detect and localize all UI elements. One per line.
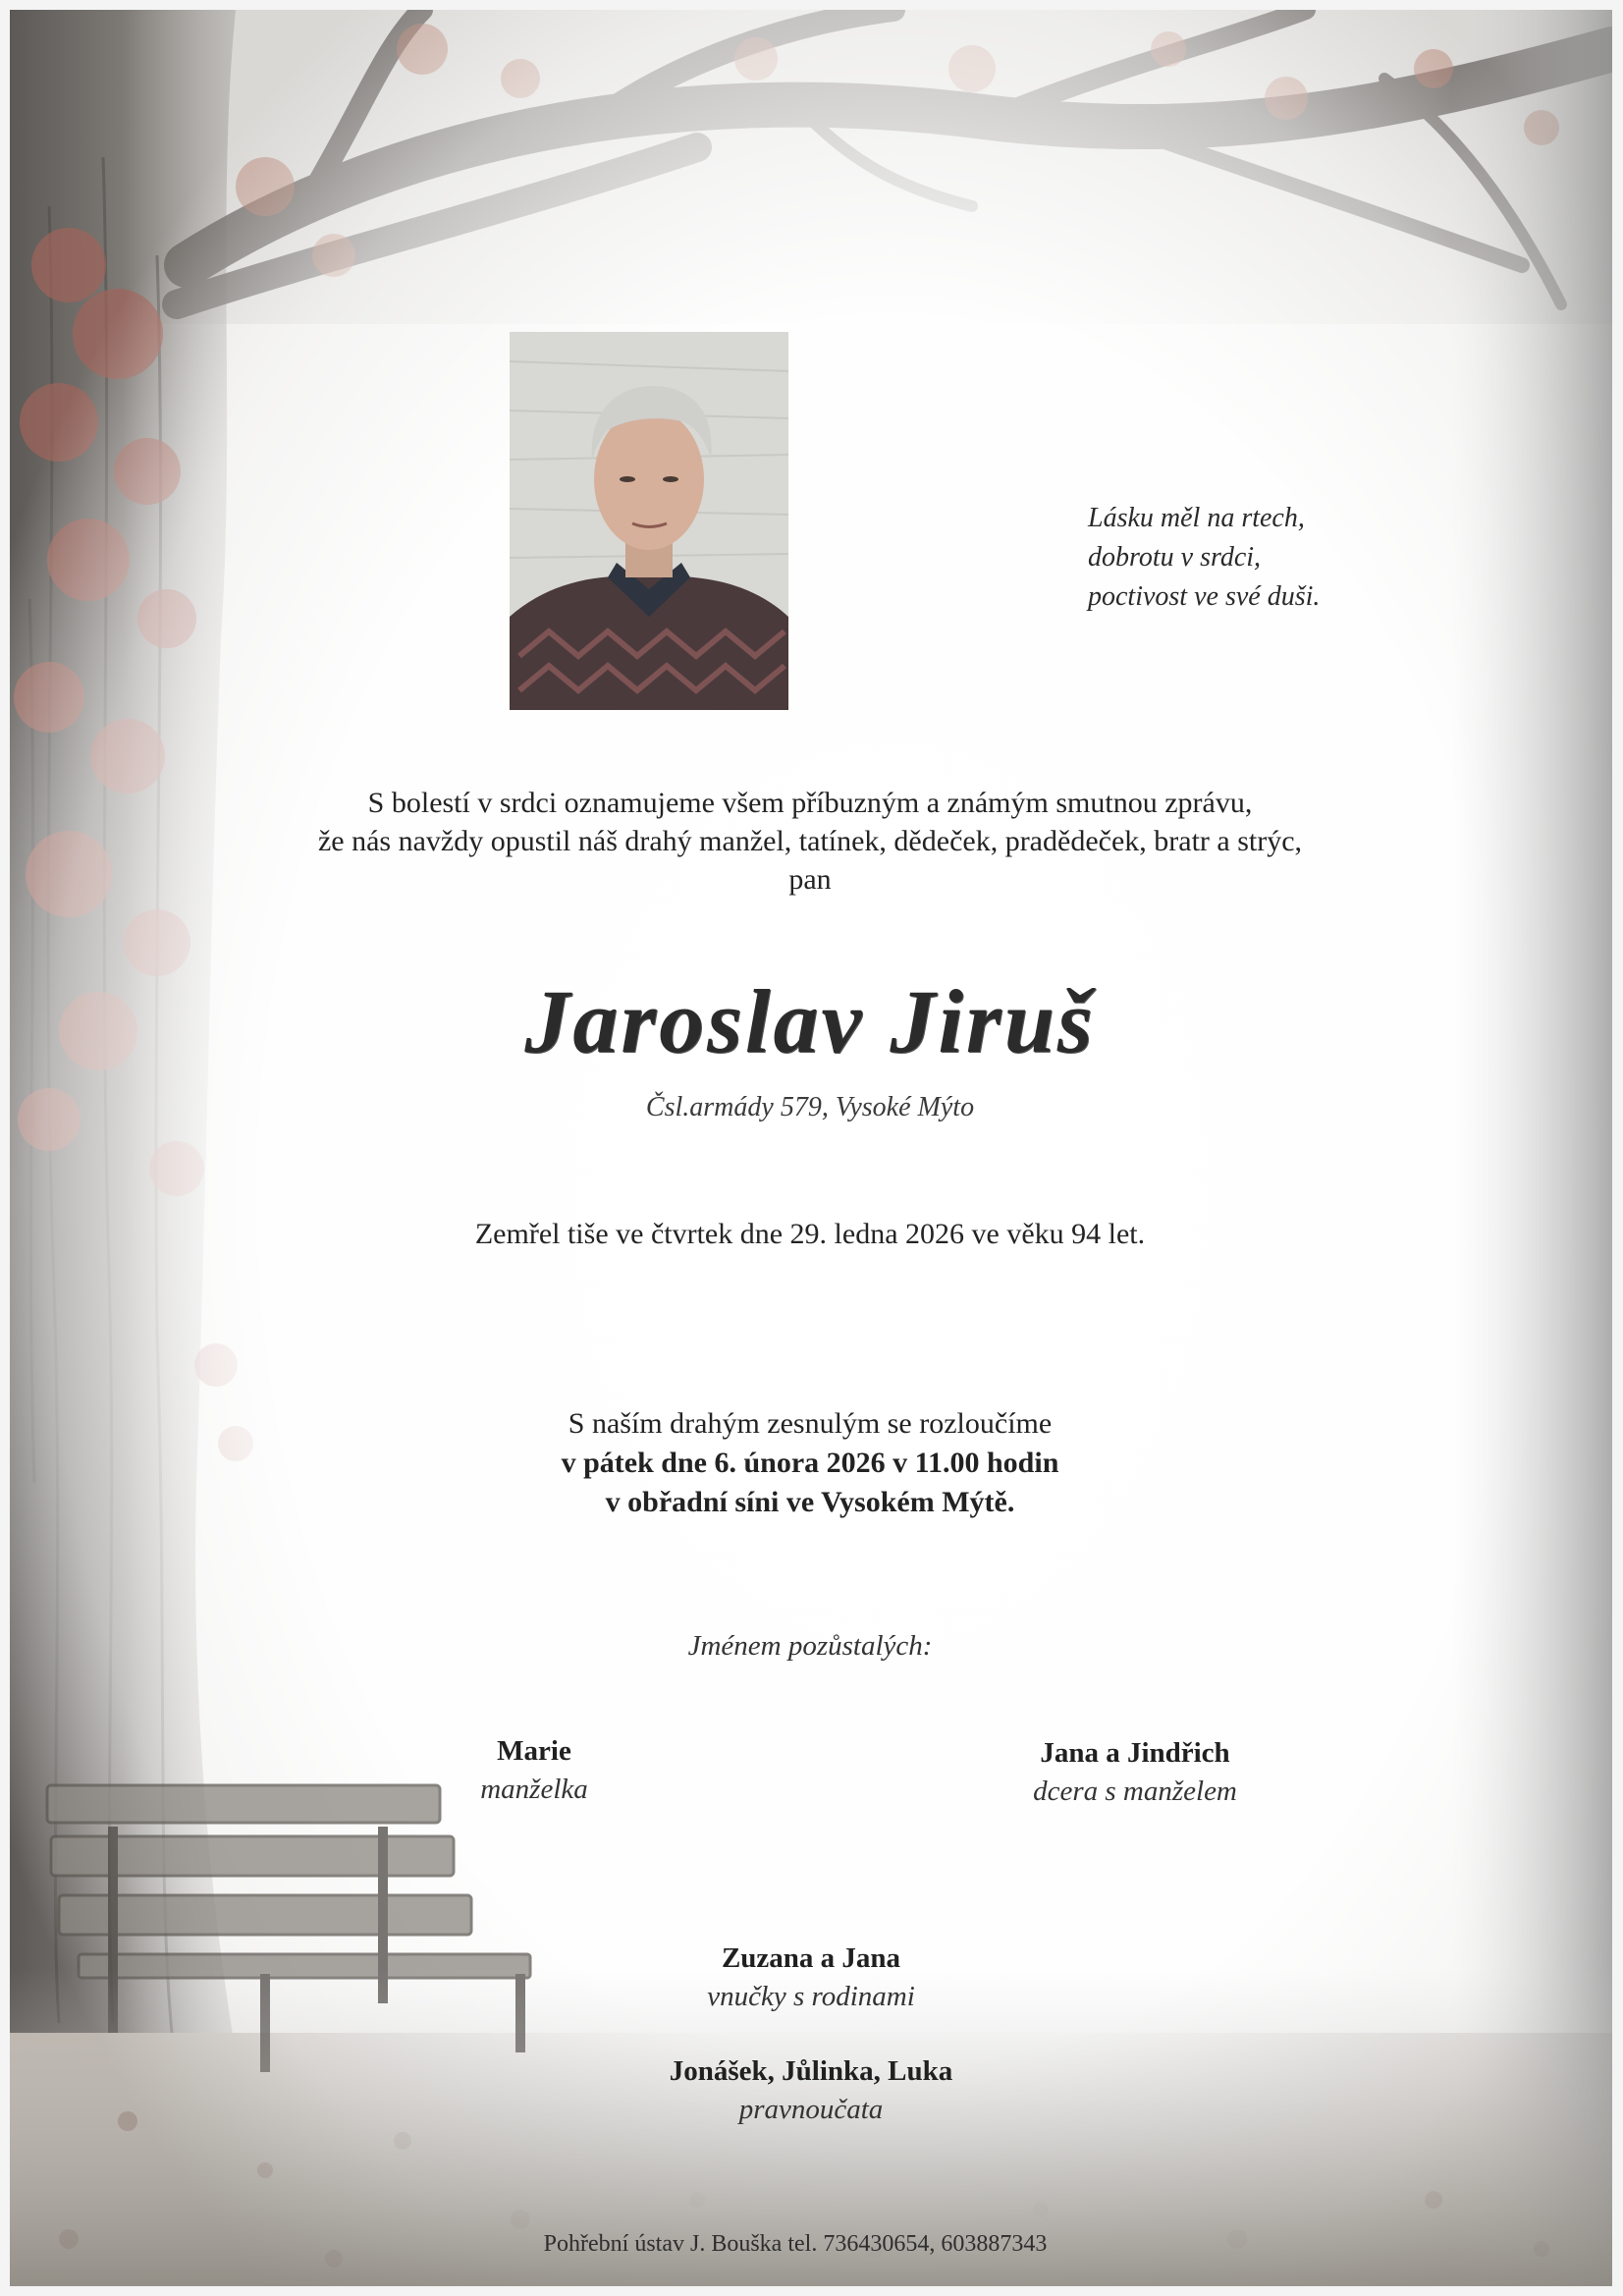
announcement-line: pan — [788, 863, 832, 896]
funeral-home-footer: Pohřební ústav J. Bouška tel. 736430654, 603887343 — [543, 2231, 1048, 2257]
obituary-sheet — [10, 10, 1612, 2286]
mourner-entry — [939, 1734, 1331, 1811]
mourner-relation: dcera s manželem — [1033, 1776, 1237, 1807]
mourner-relation: manželka — [480, 1774, 588, 1805]
farewell-date: v pátek dne 6. února 2026 v 11.00 hodin — [561, 1447, 1059, 1479]
farewell-details — [216, 1404, 1404, 1522]
death-notice: Zemřel tiše ve čtvrtek dne 29. ledna 2026 ve věku 94 let. — [474, 1218, 1146, 1250]
deceased-address: Čsl.armády 579, Vysoké Mýto — [645, 1092, 975, 1122]
mourner-relation: vnučky s rodinami — [707, 1981, 915, 2012]
motto — [1088, 499, 1441, 617]
deceased-name: Jaroslav Jiruš — [524, 971, 1096, 1071]
mourner-relation: pravnoučata — [738, 2094, 884, 2125]
farewell-line: S naším drahým zesnulým se rozloučíme — [568, 1407, 1053, 1440]
mourner-name: Marie — [497, 1735, 571, 1767]
mourner-entry — [615, 1940, 1007, 2016]
mourners-heading: Jménem pozůstalých: — [687, 1630, 933, 1662]
announcement-line: S bolestí v srdci oznamujeme všem příbuzným a známým smutnou zprávu, — [367, 787, 1253, 819]
mourner-name: Jana a Jindřich — [1040, 1737, 1230, 1769]
mourner-name: Zuzana a Jana — [721, 1942, 901, 1974]
farewell-place: v obřadní síni ve Vysokém Mýtě. — [605, 1486, 1015, 1518]
motto-line: dobrotu v srdci, — [1088, 542, 1262, 573]
motto-line: poctivost ve své duši. — [1088, 581, 1321, 612]
portrait-photo — [510, 332, 788, 710]
announcement — [216, 784, 1404, 899]
mourner-entry — [338, 1732, 730, 1809]
mourner-name: Jonášek, Jůlinka, Luka — [669, 2055, 953, 2087]
announcement-line: že nás navždy opustil náš drahý manžel, tatínek, dědeček, pradědeček, bratr a strýc, — [317, 825, 1303, 857]
motto-line: Lásku měl na rtech, — [1088, 503, 1305, 533]
mourner-entry — [615, 2052, 1007, 2129]
